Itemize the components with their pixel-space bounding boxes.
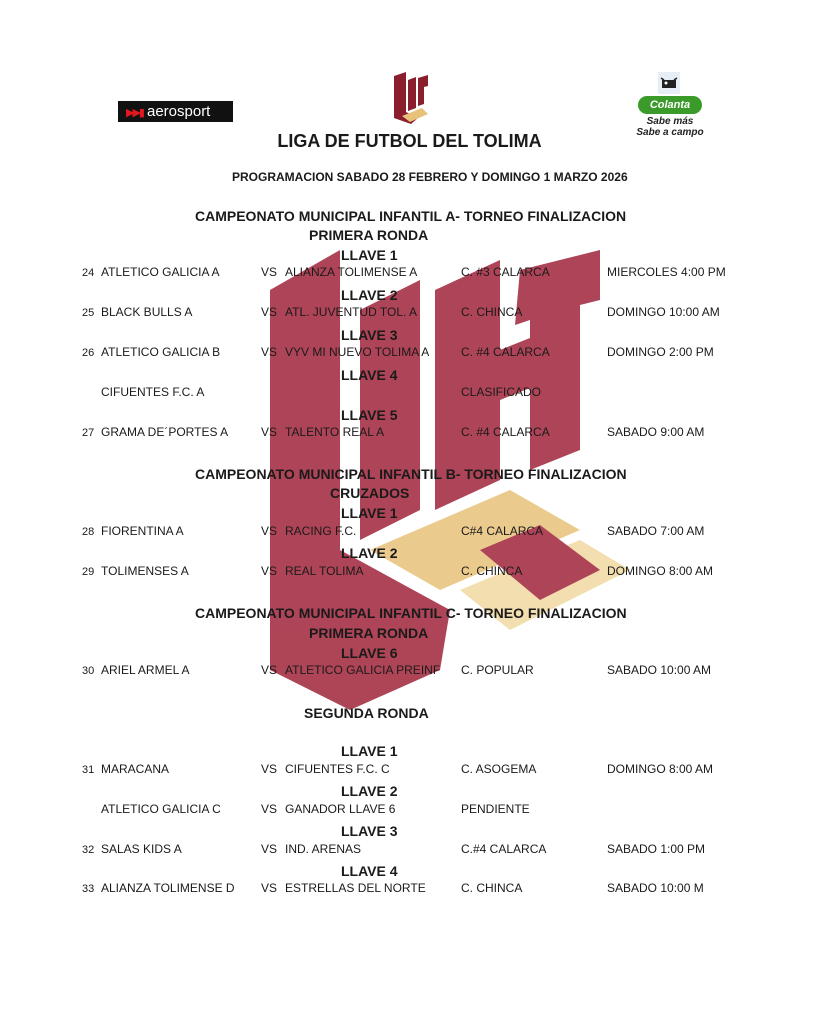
away-team: ATLETICO GALICIA PREINF [285, 663, 441, 677]
match-number: 24 [82, 267, 95, 279]
away-team: ATL. JUVENTUD TOL. A [285, 305, 418, 319]
home-team: ARIEL ARMEL A [101, 663, 190, 677]
home-team: SALAS KIDS A [101, 842, 182, 856]
match-number: 30 [82, 665, 95, 677]
home-team: BLACK BULLS A [101, 305, 193, 319]
venue: C#4 CALARCA [461, 524, 544, 538]
vs-label: VS [261, 564, 278, 578]
llave-label: LLAVE 4 [341, 863, 398, 879]
llave-label: LLAVE 3 [341, 327, 398, 343]
llave-label: LLAVE 6 [341, 645, 398, 661]
cow-icon [658, 72, 680, 94]
venue: C. #3 CALARCA [461, 265, 550, 279]
match-time: SABADO 9:00 AM [607, 425, 705, 439]
match-time: DOMINGO 8:00 AM [607, 762, 714, 776]
llave-label: LLAVE 3 [341, 823, 398, 839]
away-team: CIFUENTES F.C. C [285, 762, 390, 776]
match-time: SABADO 10:00 AM [607, 663, 712, 677]
llave-label: LLAVE 5 [341, 407, 398, 423]
page-subtitle: PROGRAMACION SABADO 28 FEBRERO Y DOMINGO 1 MARZO 2026 [232, 170, 628, 184]
round-title: SEGUNDA RONDA [304, 705, 429, 721]
venue: C. #4 CALARCA [461, 345, 550, 359]
match-time: SABADO 10:00 M [607, 881, 704, 895]
match-time: SABADO 7:00 AM [607, 524, 705, 538]
svg-text:LLFT: LLFT [411, 102, 414, 103]
home-team: MARACANA [101, 762, 170, 776]
aerosport-logo [118, 101, 233, 122]
vs-label: VS [261, 802, 278, 816]
match-number: 27 [82, 427, 95, 439]
match-row [0, 842, 819, 858]
colanta-badge: Colanta [638, 96, 702, 114]
match-row [0, 564, 819, 580]
venue: PENDIENTE [461, 802, 530, 816]
match-number: 32 [82, 844, 95, 856]
vs-label: VS [261, 425, 278, 439]
llave-label: LLAVE 2 [341, 287, 398, 303]
away-team: IND. ARENAS [285, 842, 362, 856]
match-row [0, 663, 819, 679]
match-number: 33 [82, 883, 95, 895]
home-team: ATLETICO GALICIA A [101, 265, 220, 279]
match-number: 28 [82, 526, 95, 538]
vs-label: VS [261, 265, 278, 279]
away-team: REAL TOLIMA [285, 564, 364, 578]
home-team: CIFUENTES F.C. A [101, 385, 205, 399]
llave-label: LLAVE 1 [341, 743, 398, 759]
match-time: DOMINGO 8:00 AM [607, 564, 714, 578]
vs-label: VS [261, 842, 278, 856]
home-team: ATLETICO GALICIA C [101, 802, 221, 816]
venue: C.#4 CALARCA [461, 842, 547, 856]
match-number: 31 [82, 764, 95, 776]
match-number: 26 [82, 347, 95, 359]
away-team: GANADOR LLAVE 6 [285, 802, 396, 816]
match-number: 25 [82, 307, 95, 319]
match-time: SABADO 1:00 PM [607, 842, 706, 856]
llave-label: LLAVE 2 [341, 545, 398, 561]
venue: C. POPULAR [461, 663, 534, 677]
match-number: 29 [82, 566, 95, 578]
llave-label: LLAVE 4 [341, 367, 398, 383]
match-row [0, 265, 819, 281]
home-team: ATLETICO GALICIA B [101, 345, 221, 359]
round-title: PRIMERA RONDA [309, 625, 429, 641]
away-team: RACING F.C. [285, 524, 357, 538]
match-row [0, 762, 819, 778]
vs-label: VS [261, 345, 278, 359]
away-team: ALIANZA TOLIMENSE A [285, 265, 418, 279]
llave-label: LLAVE 1 [341, 505, 398, 521]
vs-label: VS [261, 663, 278, 677]
match-row [0, 881, 819, 897]
vs-label: VS [261, 524, 278, 538]
championship-title-a: CAMPEONATO MUNICIPAL INFANTIL A- TORNEO FINALIZACION [195, 208, 627, 224]
match-time: MIERCOLES 4:00 PM [607, 265, 726, 279]
llave-label: LLAVE 2 [341, 783, 398, 799]
colanta-slogan: Sabe más Sabe a campo [636, 116, 704, 138]
home-team: ALIANZA TOLIMENSE D [101, 881, 235, 895]
home-team: GRAMA DE´PORTES A [101, 425, 229, 439]
vs-label: VS [261, 881, 278, 895]
home-team: FIORENTINA A [101, 524, 184, 538]
llft-logo [388, 72, 434, 128]
championship-title-b: CAMPEONATO MUNICIPAL INFANTIL B- TORNEO FINALIZACION [195, 466, 627, 482]
match-row [0, 802, 819, 818]
venue: C. #4 CALARCA [461, 425, 550, 439]
colanta-logo [630, 72, 710, 140]
match-row [0, 305, 819, 321]
home-team: TOLIMENSES A [101, 564, 189, 578]
llave-label: LLAVE 1 [341, 247, 398, 263]
away-team: VYV MI NUEVO TOLIMA A [285, 345, 430, 359]
round-title: CRUZADOS [330, 485, 410, 501]
venue: CLASIFICADO [461, 385, 542, 399]
away-team: ESTRELLAS DEL NORTE [285, 881, 426, 895]
vs-label: VS [261, 305, 278, 319]
vs-label: VS [261, 762, 278, 776]
venue: C. ASOGEMA [461, 762, 537, 776]
venue: C. CHINCA [461, 881, 523, 895]
match-row [0, 345, 819, 361]
aerosport-text: aerosport [146, 103, 211, 120]
match-time: DOMINGO 10:00 AM [607, 305, 720, 319]
play-arrows-icon: ▶▶▮ [126, 107, 143, 119]
round-title: PRIMERA RONDA [309, 227, 429, 243]
venue: C. CHINCA [461, 305, 523, 319]
match-time: DOMINGO 2:00 PM [607, 345, 714, 359]
match-row [0, 524, 819, 540]
venue: C. CHINCA [461, 564, 523, 578]
page-title: LIGA DE FUTBOL DEL TOLIMA [277, 131, 542, 151]
away-team: TALENTO REAL A [285, 425, 385, 439]
championship-title-c: CAMPEONATO MUNICIPAL INFANTIL C- TORNEO FINALIZACION [195, 605, 627, 621]
match-row [0, 425, 819, 441]
match-row [0, 385, 819, 401]
